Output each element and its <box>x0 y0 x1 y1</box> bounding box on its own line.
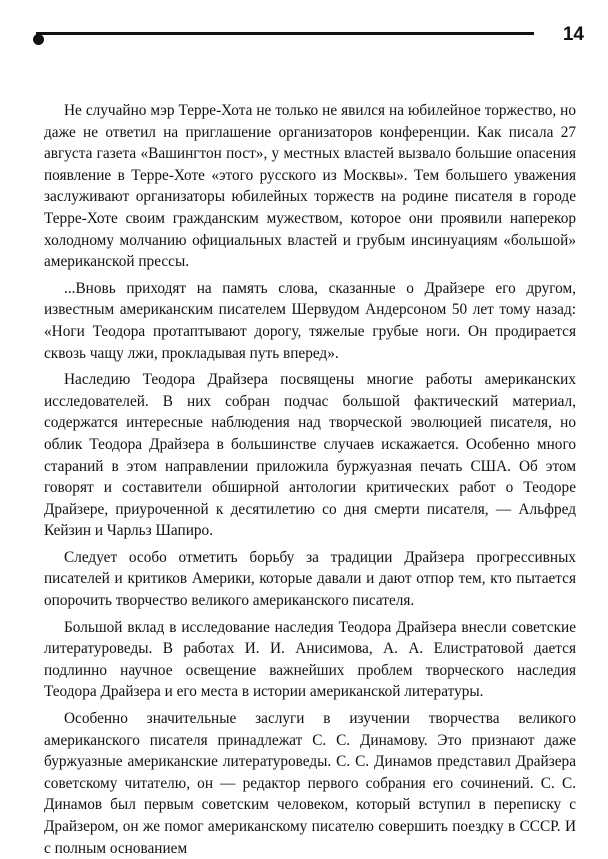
paragraph-3: Наследию Теодора Драйзера посвящены многие работы американских исследователей. В них собран подчас большой фактический материал, содержатся интересные наблюдения над творческой эволюцией писателя, но облик Теодора Драйзера в большинстве случаев искажается. Особенно много стараний в этом направлении приложила буржуазная печать США. Об этом говорят и составители обширной антологии критических работ о Теодоре Драйзере, приуроченной к десятилетию со дня смерти писателя, — Альфред Кейзин и Чарльз Шапиро. <box>44 371 576 540</box>
body-text <box>44 100 576 859</box>
paragraph-5: Большой вклад в исследование наследия Теодора Драйзера внесли советские литературоведы. В работах И. И. Анисимова, А. А. Елистратовой дается подлинно научное освещение важнейших проблем творческого наследия Теодора Драйзера и его места в истории американской литературы. <box>44 618 576 701</box>
paragraph-1: Не случайно мэр Терре-Хота не только не явился на юбилейное торжество, но даже не ответил на приглашение организаторов конференции. Как писала 27 августа газета «Вашингтон пост», у местных властей вызвало большие опасения появление в Терре-Хоте «этого русского из Москвы». Тем большего уважения заслуживают организаторы юбилейных торжеств на родине писателя в городе Терре-Хоте своим гражданским мужеством, которое они проявили наперекор холодному молчанию официальных властей и грубым инсинуациям «большой» американской прессы. <box>44 102 576 271</box>
header-rule <box>36 32 534 35</box>
header-ornament-dot <box>33 34 44 45</box>
paragraph-4: Следует особо отметить борьбу за традиции Драйзера прогрессивных писателей и критиков Америки, которые давали и дают отпор тем, кто пытается опорочить творчество великого американского писателя. <box>44 548 576 610</box>
paragraph-6: Особенно значительные заслуги в изучении творчества великого американского писателя принадлежат С. С. Динамову. Это признают даже буржуазные американские литературоведы. С. С. Динамов представил Драйзера советскому читателю, он — редактор первого собрания его сочинений. С. С. Динамов был первым советским человеком, который вступил в переписку с Драйзером, он же помог американскому писателю совершить поездку в СССР. И с полным основанием <box>44 710 576 857</box>
paragraph-2: ...Вновь приходят на память слова, сказанные о Драйзере его другом, известным американским писателем Шервудом Андерсоном 50 лет тому назад: «Ноги Теодора протаптывают дорогу, тяжелые грубые ноги. Он продирается сквозь чащу лжи, прокладывая путь вперед». <box>44 279 576 362</box>
page-number: 14 <box>562 24 584 45</box>
